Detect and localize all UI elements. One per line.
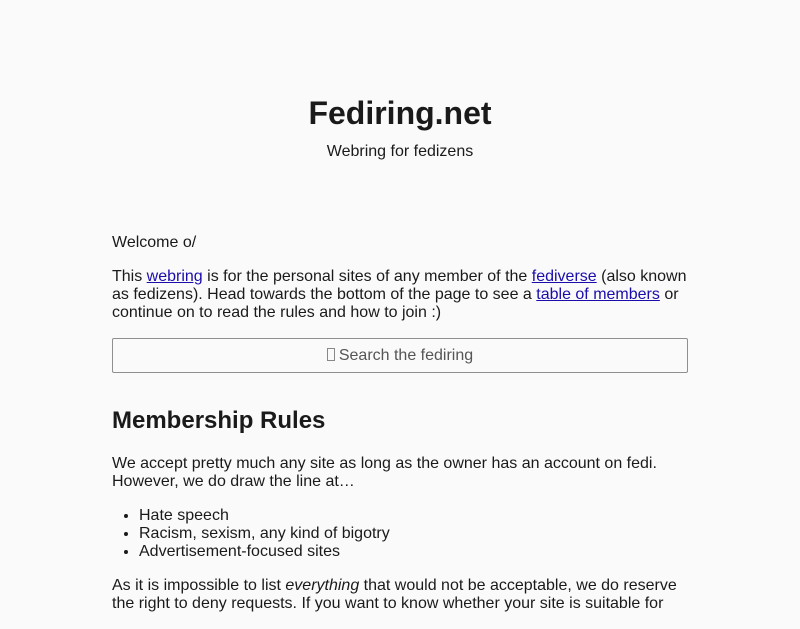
rules-list <box>112 507 688 561</box>
rules-closing-paragraph <box>112 577 688 613</box>
intro-text-1: This <box>112 268 147 285</box>
welcome-text: Welcome o/ <box>112 234 197 251</box>
rules-list-item: • Racism, sexism, any kind of bigotry <box>139 525 688 543</box>
search-button-label: Search the fediring <box>338 347 474 364</box>
site-header <box>0 94 800 162</box>
rules-closing-emphasis: everything <box>285 577 360 594</box>
search-button[interactable] <box>112 338 688 373</box>
rules-list-item: • Advertisement-focused sites <box>139 543 688 561</box>
intro-text-4: or continue on to read the rules and how to join :) <box>112 286 679 321</box>
rules-list-item: • Hate speech <box>139 507 688 525</box>
rules-closing-text-2: that would not be acceptable, we do reserve the right to deny requests. If you want to know whether your site is suitable for <box>112 577 677 612</box>
intro-text-3: (also known as fedizens). Head towards the bottom of the page to see a <box>112 268 687 303</box>
intro-text-2: is for the personal sites of any member of the <box>202 268 532 285</box>
rules-intro: We accept pretty much any site as long as the owner has an account on fedi. However, we do draw the line at… <box>112 455 657 490</box>
site-title: Fediring.net <box>308 95 492 131</box>
members-table-link[interactable]: table of members <box>536 286 660 303</box>
intro-paragraph <box>112 268 688 322</box>
membership-rules-heading: Membership Rules <box>112 407 326 434</box>
site-subtitle: Webring for fedizens <box>326 143 474 160</box>
rules-closing-text-1: As it is impossible to list <box>112 577 286 594</box>
webring-link[interactable]: webring <box>146 268 203 285</box>
fediverse-link[interactable]: fediverse <box>531 268 597 285</box>
search-icon <box>327 348 335 361</box>
main-content <box>112 234 688 629</box>
